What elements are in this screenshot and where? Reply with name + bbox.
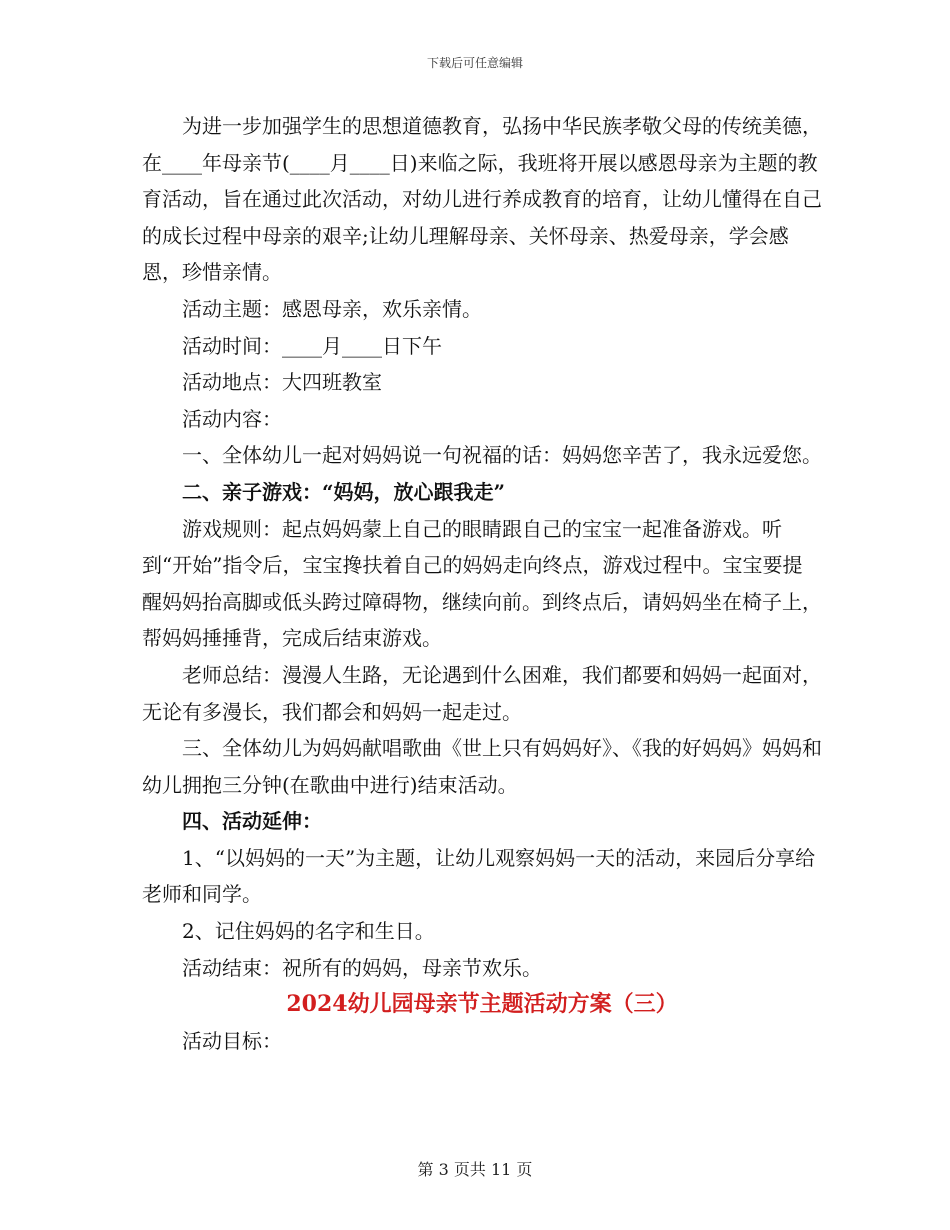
activity-goals-heading: 活动目标： — [182, 1028, 282, 1053]
document-body — [142, 108, 822, 1059]
activity-closing: 活动结束：祝所有的妈妈，母亲节欢乐。 — [182, 955, 542, 980]
activity-time: 活动时间：____月____日下午 — [182, 333, 442, 358]
item-three: 三、全体幼儿为妈妈献唱歌曲《世上只有妈妈好》、《我的好妈妈》妈妈和幼儿拥抱三分钟(在歌曲中进行)结束活动。 — [142, 736, 822, 797]
game-rules: 游戏规则：起点妈妈蒙上自己的眼睛跟自己的宝宝一起准备游戏。听到“开始”指令后，宝宝搀扶着自己的妈妈走向终点，游戏过程中。宝宝要提醒妈妈抬高脚或低头跨过障碍物，继续向前。到终点后，请妈妈坐在椅子上，帮妈妈捶捶背，完成后结束游戏。 — [142, 516, 822, 651]
item-one: 一、全体幼儿一起对妈妈说一句祝福的话：妈妈您辛苦了，我永远爱您。 — [182, 443, 822, 468]
page-number: 第 3 页共 11 页 — [417, 1160, 533, 1179]
teacher-summary: 老师总结：漫漫人生路，无论遇到什么困难，我们都要和妈妈一起面对，无论有多漫长，我们都会和妈妈一起走过。 — [142, 662, 822, 724]
item-four-heading: 四、活动延伸： — [182, 809, 322, 834]
extension-item-1: 1、“以妈妈的一天”为主题，让幼儿观察妈妈一天的活动，来园后分享给老师和同学。 — [142, 845, 816, 907]
header-note: 下载后可任意编辑 — [426, 56, 523, 70]
section-title: 2024幼儿园母亲节主题活动方案（三） — [286, 991, 678, 1018]
activity-location: 活动地点：大四班教室 — [182, 370, 382, 395]
activity-content-heading: 活动内容： — [182, 406, 282, 431]
item-two-heading: 二、亲子游戏：“妈妈，放心跟我走” — [182, 479, 506, 504]
activity-theme: 活动主题：感恩母亲，欢乐亲情。 — [182, 296, 482, 321]
extension-item-2: 2、记住妈妈的名字和生日。 — [182, 919, 435, 944]
intro-paragraph: 为进一步加强学生的思想道德教育，弘扬中华民族孝敬父母的传统美德，在____年母亲节(____月____日)来临之际，我班将开展以感恩母亲为主题的教育活动，旨在通过此次活动，对幼儿进行养成教育的培育，让幼儿懂得在自己的成长过程中母亲的艰辛;让幼儿理解母亲、关怀母亲、热爱母亲，学会感恩，珍惜亲情。 — [142, 114, 822, 285]
